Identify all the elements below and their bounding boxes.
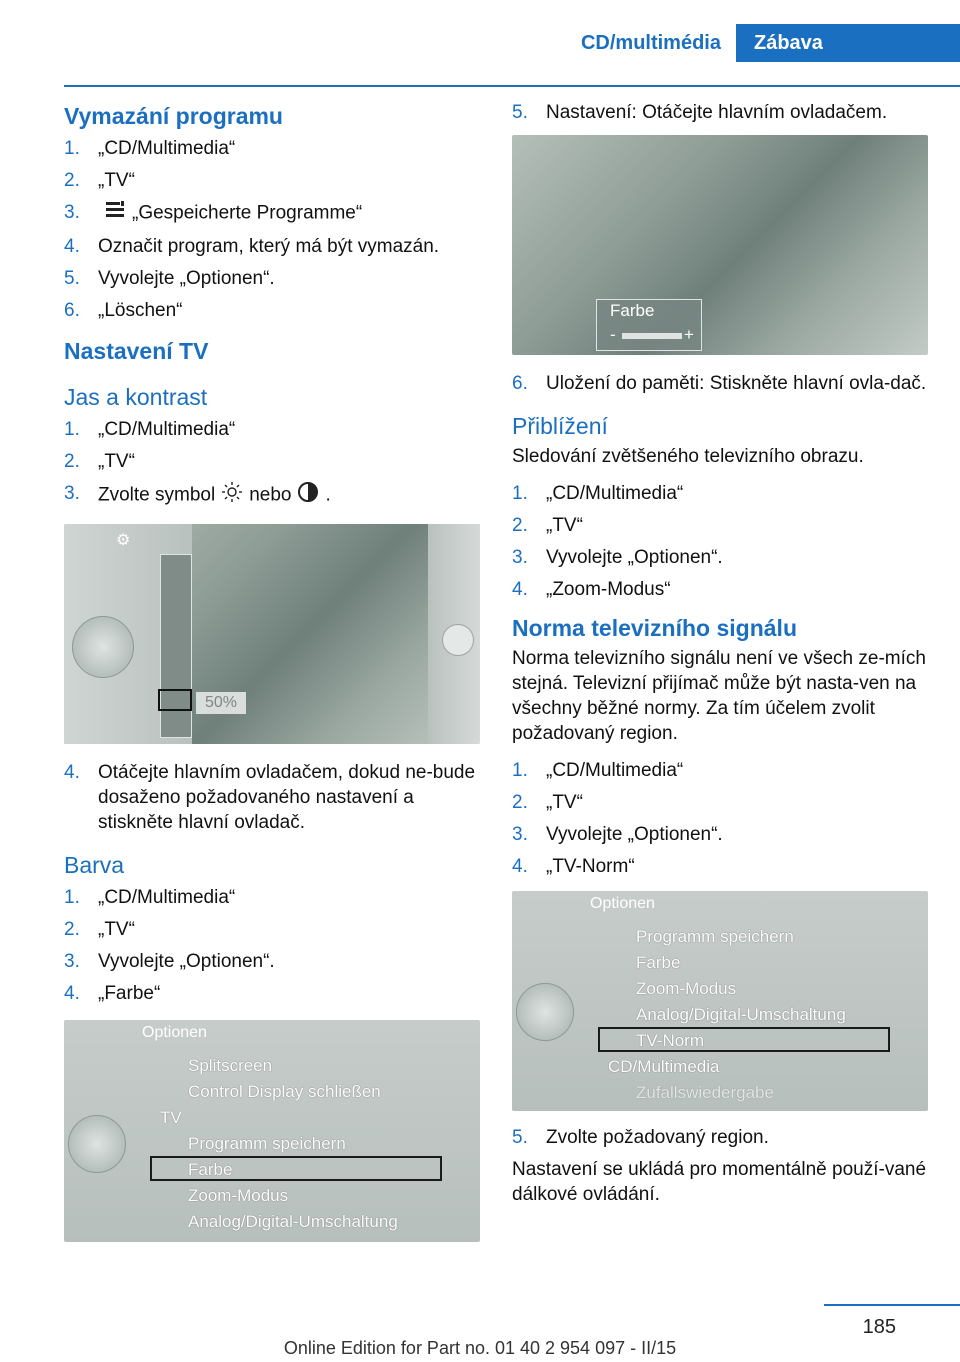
right-column xyxy=(512,100,928,1207)
heading-tv-settings: Nastavení TV xyxy=(64,338,209,364)
list-item: 1. „CD/Multimedia“ xyxy=(512,483,684,504)
heading-delete-program: Vymazání programu xyxy=(64,103,283,129)
color-slider-screenshot xyxy=(512,135,928,355)
brightness-steps xyxy=(64,417,480,510)
contrast-icon xyxy=(297,481,319,510)
color-steps-cont xyxy=(512,100,928,125)
list-item: 2. „TV“ xyxy=(64,919,135,940)
menu-item-close-display: Control Display schließen xyxy=(188,1082,381,1101)
menu-group-tv: TV xyxy=(160,1108,182,1127)
closing-note: Nastavení se ukládá pro momentálně použí-vané dálkové ovládání. xyxy=(512,1159,927,1205)
options-menu-screenshot xyxy=(64,1020,480,1242)
menu-item-save-program: Programm speichern xyxy=(636,927,794,946)
list-item: 1. „CD/Multimedia“ xyxy=(64,887,236,908)
color-slider-plus: + xyxy=(684,325,694,344)
list-item: 1. „CD/Multimedia“ xyxy=(64,419,236,440)
zoom-steps xyxy=(512,481,928,602)
list-item: 6. „Löschen“ xyxy=(64,300,183,321)
color-slider-minus: - xyxy=(610,325,616,344)
right-knob xyxy=(442,624,474,656)
controller-knob xyxy=(72,616,134,678)
menu-group-cd-multimedia: CD/Multimedia xyxy=(608,1057,720,1076)
list-item: 5. Zvolte požadovaný region. xyxy=(512,1127,769,1148)
color-steps-save xyxy=(512,371,928,396)
list-item: 3. Vyvolejte „Optionen“. xyxy=(512,824,723,845)
zoom-intro: Sledování zvětšeného televizního obrazu. xyxy=(512,446,864,467)
heading-color: Barva xyxy=(64,852,125,878)
color-slider-track xyxy=(622,333,682,339)
menu-item-analog-digital: Analog/Digital-Umschaltung xyxy=(188,1212,398,1231)
page-header xyxy=(0,24,960,62)
list-item: 1. „CD/Multimedia“ xyxy=(512,760,684,781)
norm-steps xyxy=(512,758,928,879)
list-item: 2. „TV“ xyxy=(64,170,135,191)
menu-item-shuffle: Zufallswiedergabe xyxy=(636,1083,774,1102)
menu-item-zoom: Zoom-Modus xyxy=(636,979,737,998)
color-slider-label: Farbe xyxy=(610,301,655,320)
header-section-label: CD/multimédia xyxy=(580,32,721,54)
brightness-icon xyxy=(221,481,243,510)
controller-knob xyxy=(68,1115,126,1173)
list-item: 4. „Farbe“ xyxy=(64,983,161,1004)
options-icon: ⚙ xyxy=(116,532,131,549)
list-item: 2. „TV“ xyxy=(64,451,135,472)
list-item: 5. Nastavení: Otáčejte hlavním ovladačem. xyxy=(512,102,888,123)
controller-knob xyxy=(516,983,574,1041)
list-item: 5. Vyvolejte „Optionen“. xyxy=(64,268,275,289)
menu-item-splitscreen: Splitscreen xyxy=(188,1056,273,1075)
menu-item-color: Farbe xyxy=(636,953,681,972)
brightness-selected-icon xyxy=(158,689,192,711)
left-column xyxy=(64,100,480,1242)
list-item: 4. „Zoom-Modus“ xyxy=(512,579,671,600)
brightness-steps-cont xyxy=(64,760,480,835)
list-item: 3. „Gespeicherte Programme“ xyxy=(64,200,480,227)
footer-rule xyxy=(824,1304,960,1306)
list-item: 1. „CD/Multimedia“ xyxy=(64,138,236,159)
list-item: 3. Vyvolejte „Optionen“. xyxy=(512,547,723,568)
tv-norm-menu-screenshot xyxy=(512,891,928,1111)
list-item: 3. Vyvolejte „Optionen“. xyxy=(64,951,275,972)
list-item: 6. Uložení do paměti: Stiskněte hlavní ovla-dač. xyxy=(512,373,927,394)
list-item: 4. Označit program, který má být vymazán. xyxy=(64,236,440,257)
norm-steps-cont xyxy=(512,1125,928,1150)
menu-item-save-program: Programm speichern xyxy=(188,1134,346,1153)
list-item: 2. „TV“ xyxy=(512,792,583,813)
delete-steps xyxy=(64,136,480,323)
norm-intro: Norma televizního signálu není ve všech ze-mích stejná. Televizní přijímač může být nasta-ven na všechny běžné normy. Za tím účelem zvolit požadovaný region. xyxy=(512,648,926,744)
options-menu-title: Optionen xyxy=(590,895,655,912)
menu-item-analog-digital: Analog/Digital-Umschaltung xyxy=(636,1005,846,1024)
list-item: 3. Zvolte symbol nebo . xyxy=(64,481,480,510)
options-menu-title: Optionen xyxy=(142,1024,207,1041)
heading-zoom: Přiblížení xyxy=(512,413,608,439)
menu-item-tv-norm: TV-Norm xyxy=(636,1031,704,1050)
menu-item-zoom: Zoom-Modus xyxy=(188,1186,289,1205)
brightness-value-label: 50% xyxy=(196,692,246,714)
brightness-screenshot xyxy=(64,524,480,744)
page-number: 185 xyxy=(862,1316,896,1338)
menu-item-color: Farbe xyxy=(188,1160,233,1179)
header-tab-label: Zábava xyxy=(736,24,960,62)
color-steps xyxy=(64,885,480,1006)
heading-brightness-contrast: Jas a kontrast xyxy=(64,384,208,410)
stored-programs-icon xyxy=(104,200,126,227)
heading-tv-norm: Norma televizního signálu xyxy=(512,615,797,641)
list-item: 4. „TV-Norm“ xyxy=(512,856,635,877)
header-rule xyxy=(64,85,960,87)
list-item: 4. Otáčejte hlavním ovladačem, dokud ne-bude dosaženo požadovaného nastavení a stiskněte hlavní ovladač. xyxy=(64,762,476,833)
edition-footer: Online Edition for Part no. 01 40 2 954 097 - II/15 xyxy=(283,1338,677,1358)
list-item: 2. „TV“ xyxy=(512,515,583,536)
